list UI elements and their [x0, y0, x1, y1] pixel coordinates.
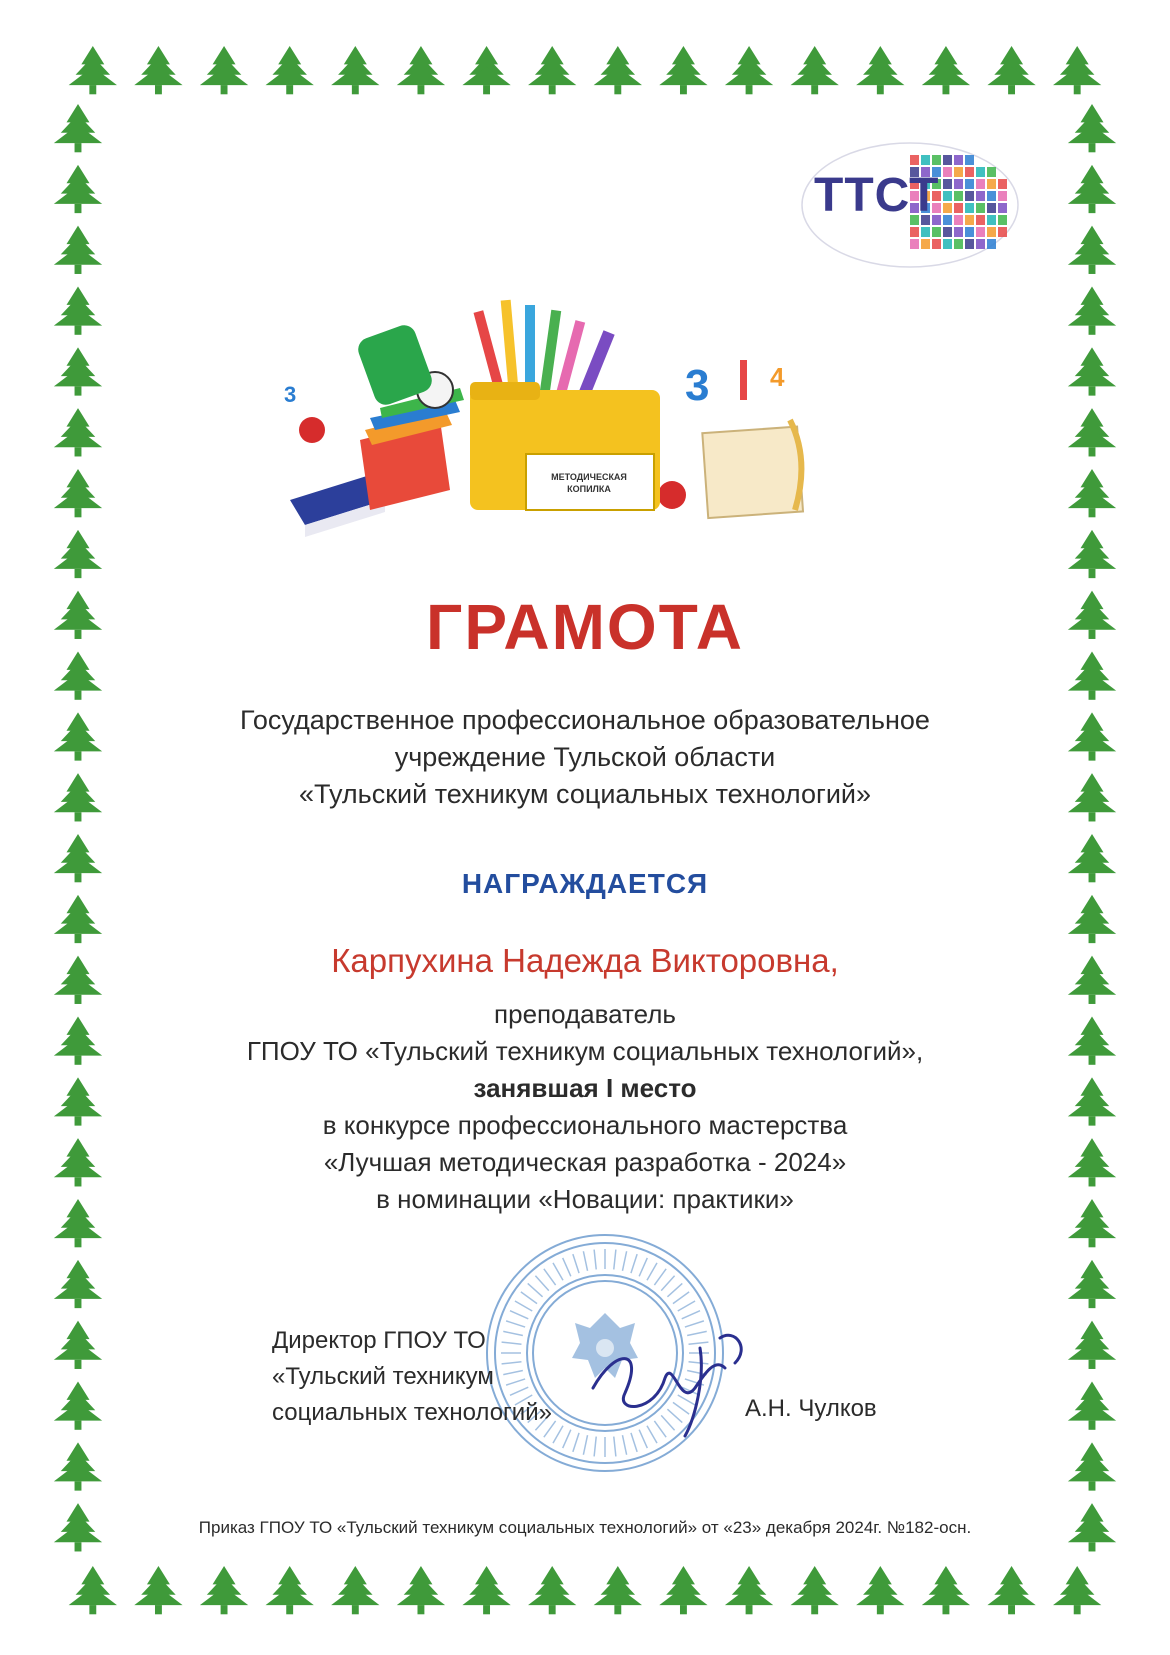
digit-decoration-icon-2: 3 — [685, 361, 710, 410]
fir-tree-icon — [134, 46, 182, 94]
tree-border-bottom — [60, 1560, 1110, 1620]
digit-decoration-icon: 3 — [284, 382, 297, 407]
contest-name: «Лучшая методическая разработка - 2024» — [323, 1147, 847, 1177]
fir-tree-icon — [266, 46, 314, 94]
recipient-institution: ГПОУ ТО «Тульский техникум социальных технологий», — [246, 1036, 924, 1066]
fir-tree-icon — [54, 895, 102, 943]
fir-tree-icon — [54, 530, 102, 578]
organization-line-3: «Тульский техникум социальных технологий» — [299, 779, 871, 809]
fir-tree-icon — [1068, 408, 1116, 456]
fir-tree-icon — [725, 1566, 773, 1614]
fir-tree-icon — [54, 347, 102, 395]
fir-tree-icon — [134, 1566, 182, 1614]
fir-tree-icon — [462, 46, 510, 94]
organization-line-2: учреждение Тульской области — [394, 742, 776, 772]
tree-border-right — [1062, 100, 1122, 1560]
fir-tree-icon — [397, 46, 445, 94]
fir-tree-icon — [1068, 469, 1116, 517]
fir-tree-icon — [659, 1566, 707, 1614]
director-name: А.Н. Чулков — [745, 1395, 877, 1422]
director-signature — [585, 1318, 755, 1438]
fir-tree-icon — [200, 1566, 248, 1614]
college-logo — [800, 140, 1020, 270]
awarded-label: НАГРАЖДАЕТСЯ — [461, 868, 709, 899]
fir-tree-icon — [1068, 347, 1116, 395]
fir-tree-icon — [69, 1566, 117, 1614]
fir-tree-icon — [331, 1566, 379, 1614]
fir-tree-icon — [791, 1566, 839, 1614]
director-line-3: социальных технологий» — [272, 1399, 552, 1426]
fir-tree-icon — [594, 1566, 642, 1614]
fir-tree-icon — [54, 469, 102, 517]
fir-tree-icon — [1068, 895, 1116, 943]
award-details — [0, 996, 1170, 1218]
director-line-1: Директор ГПОУ ТО — [272, 1327, 486, 1354]
fir-tree-icon — [54, 226, 102, 274]
apple-icon — [299, 417, 325, 443]
recipient-position: преподаватель — [494, 999, 676, 1029]
fir-tree-icon — [1068, 104, 1116, 152]
fir-tree-icon — [54, 1382, 102, 1430]
fir-tree-icon — [922, 1566, 970, 1614]
stationery-illustration — [270, 290, 900, 570]
logo-text: ТТСТ — [814, 169, 940, 222]
tree-border-left — [48, 100, 108, 1560]
exclamation-icon — [740, 360, 747, 400]
fir-tree-icon — [1053, 46, 1101, 94]
fir-tree-icon — [725, 46, 773, 94]
director-title — [272, 1323, 552, 1431]
fir-tree-icon — [54, 287, 102, 335]
fir-tree-icon — [987, 1566, 1035, 1614]
fir-tree-icon — [200, 46, 248, 94]
tree-border-top — [60, 40, 1110, 100]
fir-tree-icon — [987, 46, 1035, 94]
nomination: в номинации «Новации: практики» — [376, 1184, 794, 1214]
fir-tree-icon — [856, 1566, 904, 1614]
folder-label: МЕТОДИЧЕСКАЯ КОПИЛКА — [551, 472, 627, 494]
fir-tree-icon — [922, 46, 970, 94]
books-icon — [290, 388, 464, 537]
fir-tree-icon — [54, 408, 102, 456]
fir-tree-icon — [528, 1566, 576, 1614]
fir-tree-icon — [397, 1566, 445, 1614]
fir-tree-icon — [54, 1442, 102, 1490]
fir-tree-icon — [331, 46, 379, 94]
fir-tree-icon — [1068, 1382, 1116, 1430]
fir-tree-icon — [528, 46, 576, 94]
fir-tree-icon — [1053, 1566, 1101, 1614]
fir-tree-icon — [1068, 287, 1116, 335]
fir-tree-icon — [1068, 1442, 1116, 1490]
fir-tree-icon — [54, 104, 102, 152]
contest-line: в конкурсе профессионального мастерства — [322, 1110, 848, 1140]
director-line-2: «Тульский техникум — [272, 1363, 494, 1390]
apple-icon-2 — [658, 481, 686, 509]
fir-tree-icon — [659, 46, 707, 94]
fir-tree-icon — [54, 1260, 102, 1308]
fir-tree-icon — [266, 1566, 314, 1614]
fir-tree-icon — [1068, 165, 1116, 213]
achievement: занявшая I место — [473, 1073, 697, 1103]
fir-tree-icon — [791, 46, 839, 94]
fir-tree-icon — [1068, 1260, 1116, 1308]
fir-tree-icon — [1068, 1321, 1116, 1369]
order-reference: Приказ ГПОУ ТО «Тульский техникум социальных технологий» от «23» декабря 2024г. №182-осн. — [198, 1518, 972, 1537]
fir-tree-icon — [54, 1321, 102, 1369]
organization-block — [0, 702, 1170, 813]
fir-tree-icon — [1068, 530, 1116, 578]
certificate-title: ГРАМОТА — [426, 591, 744, 663]
fir-tree-icon — [54, 165, 102, 213]
fir-tree-icon — [594, 46, 642, 94]
scroll-icon — [702, 427, 803, 518]
organization-line-1: Государственное профессиональное образовательное — [240, 705, 930, 735]
fir-tree-icon — [462, 1566, 510, 1614]
fir-tree-icon — [856, 46, 904, 94]
digit-decoration-icon-3: 4 — [770, 362, 785, 392]
fir-tree-icon — [1068, 226, 1116, 274]
fir-tree-icon — [69, 46, 117, 94]
recipient-name: Карпухина Надежда Викторовна, — [331, 942, 839, 979]
